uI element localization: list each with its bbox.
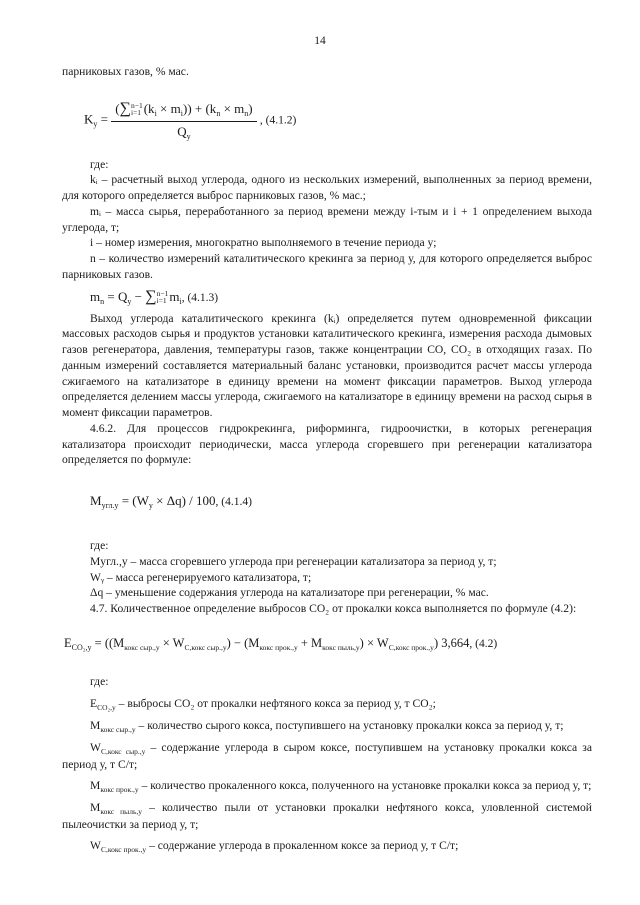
formula-symbol: m (90, 288, 101, 304)
formula-4-1-4 (90, 492, 592, 512)
formula-subscript: i (154, 108, 157, 118)
sum-limits (156, 288, 169, 305)
definition-m-i: mᵢ – масса сырья, переработанного за период времени между i-тым и i + 1 определением выхода углерода, т; (62, 204, 592, 234)
formula-subscript: кокс прок.,y (259, 642, 298, 652)
page-content (62, 64, 592, 855)
definition-e-co2 (62, 696, 592, 713)
formula-part: = (W (118, 493, 149, 509)
formula-symbol: M (90, 778, 101, 792)
formula-part: ( (115, 100, 120, 116)
paragraph-carbon-yield: Выход углерода каталитического крекинга (kᵢ) определяется путем одновременной фиксации массовых расходов сырья и продуктов установки каталитического крекинга, измерения расхода дымовых газов регенератора, давления, температуры газов, также концентрации CO, CO₂ в отходящих газах. По данным измерений составляется материальный баланс установки, производится расчет массы углерода сжигаемого на катализаторе в единицу времени на момент фиксации параметров. Выход углерода определяется делением массы углерода, сжигаемого на катализаторе в единицу времени на расход сырья в момент фиксации параметров. (62, 311, 592, 420)
definition-text: – содержание углерода в сыром коксе, поступившем на установку прокалки кокса за период у, т С/т; (62, 740, 592, 772)
formula-subscript: n (244, 108, 249, 118)
sum-upper: n−1 (156, 288, 169, 298)
formula-part: − (131, 288, 146, 304)
formula-part: ) − (M (226, 635, 260, 650)
formula-4-2 (64, 635, 592, 654)
formula-subscript: С,кокс прок.,у (100, 844, 147, 854)
formula-symbol: M (90, 801, 101, 815)
formula-subscript: С,кокс сыр.,у (100, 746, 146, 756)
formula-part: Q (177, 123, 187, 139)
formula-subscript: y (93, 119, 98, 129)
sum-limits (131, 103, 143, 117)
sum-symbol: ∑ (145, 287, 157, 305)
formula-number: , (4.1.4) (215, 496, 252, 509)
sum-lower: i=1 (130, 107, 142, 117)
formula-subscript: угл.у (101, 501, 119, 511)
definition-m-pyl (62, 800, 592, 833)
formula-symbol: W (90, 740, 101, 754)
text-line: где: (90, 539, 109, 553)
formula-subscript: кокс пыль,y (322, 642, 360, 652)
formula-subscript: i (180, 108, 183, 118)
paragraph-4-6-2: 4.6.2. Для процессов гидрокрекинга, риформинга, гидроочистки, в которых регенерация катализатора происходит периодически, масса углерода сгоревшего при регенерации катализатора определяется по формуле: (62, 421, 592, 467)
formula-subscript: y (186, 131, 191, 141)
formula-part: = Q (104, 288, 128, 304)
formula-subscript: CO₂,y (71, 642, 92, 652)
definition-text: – количество пыли от установки прокалки нефтяного кокса, уловленной системой пылеочистки за период у, т; (62, 801, 593, 832)
formula-part: × m (220, 100, 245, 116)
formula-symbol: E (64, 635, 72, 650)
formula-subscript: y (148, 501, 153, 511)
formula-number: , (4.2) (469, 637, 498, 650)
sum-symbol: ∑ (119, 99, 131, 117)
formula-part: ) (248, 100, 253, 116)
text-line: где: (90, 674, 109, 688)
formula-subscript: CO₂,y (97, 702, 116, 712)
definition-w-y: Wᵧ – масса регенерируемого катализатора, т; (90, 570, 312, 584)
definition-w-prok (62, 838, 592, 855)
formula-part: m (169, 288, 180, 304)
formula-fraction (111, 98, 256, 143)
sum-lower: i=1 (156, 295, 167, 305)
formula-symbol: E (90, 696, 98, 710)
formula-part: )) + (k (182, 100, 217, 116)
definition-m-ugl: Mугл.,у – масса сгоревшего углерода при регенерации катализатора за период у, т; (90, 554, 497, 568)
definition-m-syr (62, 718, 592, 735)
formula-number: , (4.1.3) (181, 291, 219, 304)
definition-text: – количество сырого кокса, поступившего на установку прокалки кокса за период у, т; (138, 718, 564, 732)
definition-text: – количество прокаленного кокса, полученного на установке прокалки кокса за период у, т; (141, 778, 592, 792)
formula-part: ) 3,664 (433, 635, 470, 650)
formula-symbol: W (90, 838, 101, 852)
formula-number: , (4.1.2) (259, 114, 297, 127)
formula-subscript: C,кокс прок.,y (388, 642, 434, 652)
formula-part: × Δq) / 100 (152, 493, 216, 509)
definition-m-prok (62, 778, 592, 795)
formula-part: + M (297, 635, 323, 650)
formula-subscript: кокс пыль,у (100, 807, 143, 817)
fraction-denominator (111, 122, 256, 143)
formula-symbol: M (90, 718, 101, 732)
formula-part: = ((M (91, 635, 125, 650)
symbol-e-co2 (90, 697, 116, 710)
formula-4-1-3 (90, 286, 592, 308)
page-number: 14 (314, 35, 326, 47)
text-line: где: (90, 157, 109, 171)
paragraph-4-7: 4.7. Количественное определение выбросов CO₂ от прокалки кокса выполняется по формуле (4.2): (90, 602, 577, 616)
formula-subscript: i (179, 296, 182, 306)
definition-text: – содержание углерода в прокаленном коксе за период у, т С/т; (149, 838, 459, 852)
definition-n: n – количество измерений каталитического крекинга за период у, для которого определяется выброс парниковых газов. (62, 252, 592, 281)
formula-subscript: y (127, 296, 132, 306)
formula-part: ) × W (359, 635, 389, 650)
definition-delta-q: Δq – уменьшение содержания углерода на катализаторе при регенерации, % мас. (90, 586, 489, 600)
formula-4-1-2: $K_y$ = (∑ n−1 i=1 $(k_i \times m_i)) + (k_n \times m_n)$ $Q_y$ , (4.1.2) (84, 99, 297, 141)
definition-w-syr (62, 740, 592, 773)
definition-k-i: kᵢ – расчетный выход углерода, одного из нескольких измерений, выполненных за период времени, для которого определяется выброс парниковых газов, % мас.; (62, 173, 592, 203)
fraction-numerator (111, 98, 256, 122)
formula-subscript: C,кокс сыр.,y (184, 642, 227, 652)
formula-symbol: M (90, 493, 102, 509)
formula-subscript: n (100, 296, 105, 306)
formula-subscript: кокс сыр.,у (100, 724, 136, 734)
formula-part: × W (159, 635, 185, 650)
formula-part: (k (143, 100, 155, 116)
formula-part: × m (156, 100, 181, 116)
formula-subscript: n (216, 108, 221, 118)
formula-subscript: кокс сыр.,y (124, 642, 160, 652)
definition-i: i – номер измерения, многократно выполняемого в течение периода у; (90, 236, 437, 250)
definition-text: – выбросы CO₂ от прокалки нефтяного кокса за период у, т CO₂; (118, 696, 436, 710)
formula-subscript: кокс прок.,у (100, 784, 139, 794)
formula-symbol: K (84, 111, 94, 127)
sum-upper: n−1 (130, 101, 143, 111)
text-line: парниковых газов, % мас. (62, 65, 189, 78)
